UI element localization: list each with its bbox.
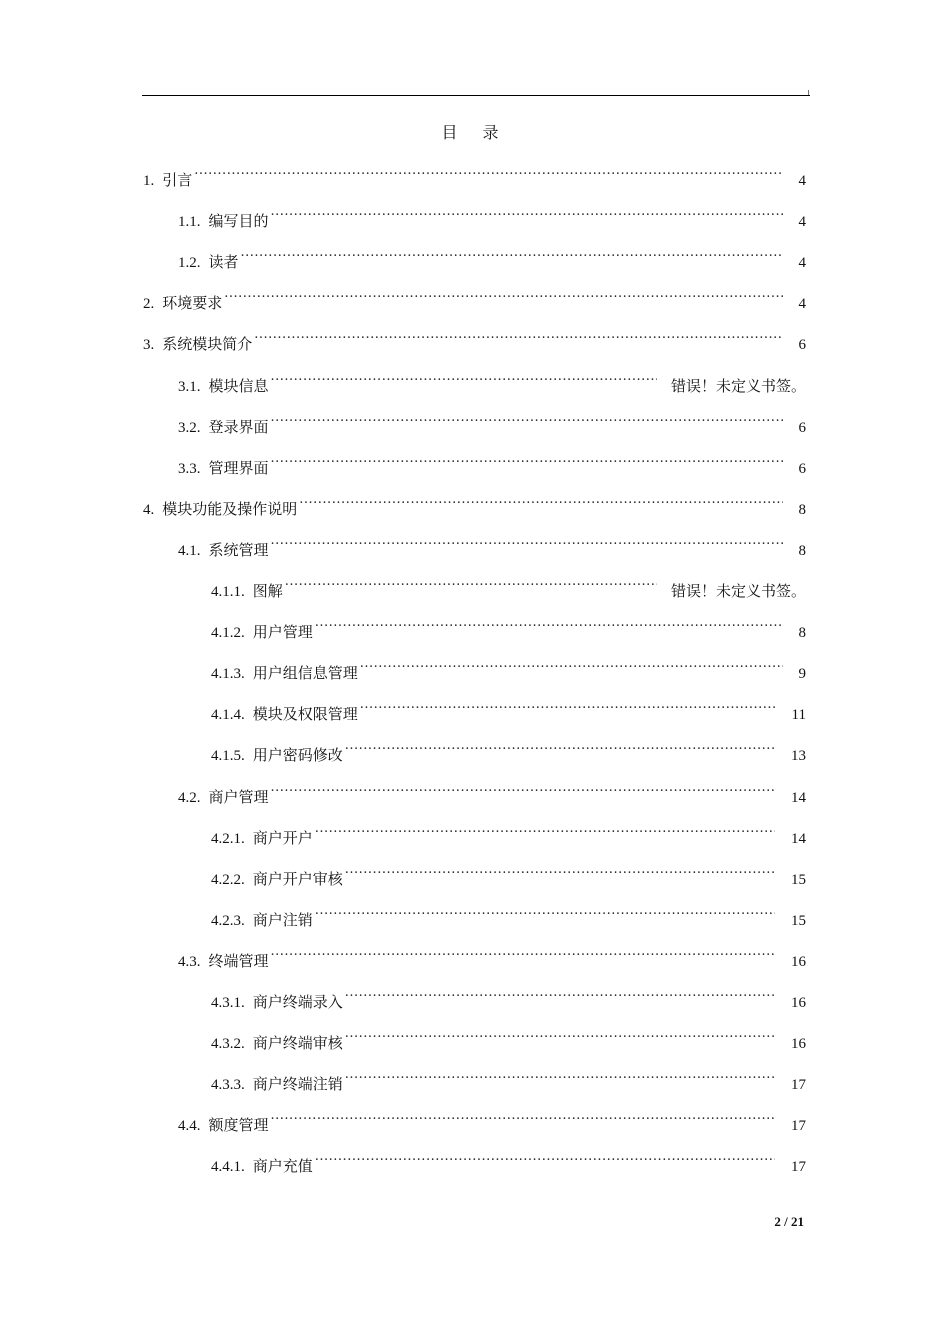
toc-entry[interactable] [211, 1061, 806, 1094]
toc-dot-leader [271, 363, 657, 391]
toc-entry-number: 4.2.2. [211, 871, 245, 888]
toc-entry[interactable] [211, 815, 806, 847]
toc-entry-label: 用户密码修改 [252, 746, 343, 765]
toc-dot-leader [345, 1020, 775, 1048]
toc-entry-label: 商户终端录入 [252, 993, 343, 1011]
toc-dot-leader [360, 650, 783, 678]
toc-entry-label: 系统管理 [208, 540, 269, 559]
toc-dot-leader [254, 321, 782, 349]
toc-dot-leader [345, 732, 775, 760]
toc-entry-page: 16 [791, 1036, 806, 1053]
toc-entry[interactable] [178, 239, 806, 272]
toc-entry[interactable] [178, 1102, 806, 1135]
toc-entry-number: 2. [143, 296, 155, 313]
toc-entry-label: 管理界面 [208, 458, 269, 477]
toc-dot-leader [315, 897, 775, 925]
toc-entry-page: 4 [798, 296, 806, 313]
toc-dot-leader [271, 198, 783, 226]
toc-dot-leader [345, 856, 775, 884]
toc-dot-leader [315, 815, 775, 843]
toc-entry-label: 用户组信息管理 [252, 664, 358, 683]
toc-entry-page: 6 [798, 419, 806, 436]
toc-entry-label: 商户开户 [252, 828, 313, 847]
toc-entry-label: 编写目的 [208, 212, 269, 231]
toc-entry-page: 8 [798, 542, 806, 559]
toc-dot-leader [315, 609, 783, 637]
toc-entry-label: 商户充值 [252, 1157, 313, 1176]
toc-dot-leader [271, 445, 783, 473]
toc-entry-number: 4.2.1. [211, 830, 245, 847]
toc-entry-number: 4.1.5. [211, 748, 245, 765]
toc-entry-page: 14 [791, 789, 806, 806]
header-rule [142, 95, 810, 96]
toc-entry[interactable] [178, 363, 806, 395]
toc-entry-page: 6 [798, 460, 806, 477]
toc-entry-number: 1.2. [178, 255, 201, 272]
toc-entry-number: 3.2. [178, 419, 201, 436]
toc-entry-page: 14 [791, 830, 806, 847]
toc-dot-leader [271, 404, 783, 432]
toc-entry-label: 模块及权限管理 [252, 705, 358, 724]
toc-entry-page: 4 [798, 173, 806, 189]
toc-entry-label: 登录界面 [208, 417, 269, 436]
toc-entry-page: 13 [791, 748, 806, 765]
toc-entry-number: 3.3. [178, 460, 201, 477]
toc-entry-number: 4.1.2. [211, 625, 245, 642]
toc-title: 目 录 [441, 123, 509, 142]
page-number: 2 / 21 [774, 1214, 804, 1229]
toc-entry-label: 读者 [208, 253, 239, 272]
toc-entry-page: 9 [798, 666, 806, 683]
toc-entry[interactable] [178, 445, 806, 477]
toc-entry-label: 终端管理 [208, 951, 269, 970]
toc-entry-label: 商户注销 [252, 910, 313, 929]
toc-entry-page: 16 [791, 995, 806, 1011]
toc-entry-label: 商户终端注销 [252, 1075, 343, 1094]
toc-entry-label: 环境要求 [162, 294, 223, 313]
toc-dot-leader [345, 1061, 775, 1089]
toc-dot-leader [271, 1102, 775, 1130]
toc-entry[interactable] [178, 404, 806, 436]
toc-entry-label: 系统模块简介 [162, 335, 253, 354]
toc-entry[interactable] [211, 856, 806, 888]
toc-entry[interactable] [211, 732, 806, 765]
toc-entry-number: 4.1.4. [211, 707, 245, 724]
toc-dot-leader [345, 979, 775, 1007]
toc-entry[interactable] [143, 321, 806, 354]
toc-entry-number: 4.4. [178, 1118, 201, 1135]
toc-entry-label: 模块功能及操作说明 [162, 499, 298, 518]
toc-entry[interactable] [211, 609, 806, 642]
toc-entry-number: 4.2. [178, 789, 201, 806]
toc-entry[interactable] [178, 198, 806, 231]
toc-entry-label: 用户管理 [252, 623, 313, 642]
toc-entry-page: 16 [791, 953, 806, 970]
toc-entry-number: 3. [143, 337, 155, 354]
toc-entry-label: 引言 [162, 171, 193, 189]
toc-entry-label: 图解 [252, 582, 283, 600]
toc-entry-number: 4. [143, 501, 155, 518]
toc-entry[interactable] [178, 527, 806, 559]
toc-entry-number: 4.2.3. [211, 912, 245, 929]
toc-entry-number: 4.3. [178, 953, 201, 970]
toc-entry-number: 4.3.3. [211, 1077, 245, 1094]
toc-entry[interactable] [178, 774, 806, 806]
toc-entry[interactable] [143, 486, 806, 518]
toc-entry-page: 15 [791, 871, 806, 888]
toc-dot-leader [360, 691, 776, 719]
toc-entry[interactable] [211, 568, 806, 600]
toc-entry[interactable] [211, 1143, 806, 1176]
toc-entry[interactable] [211, 979, 806, 1011]
toc-entry-number: 4.1. [178, 542, 201, 559]
toc-entry[interactable] [178, 938, 806, 970]
toc-entry-label: 商户开户审核 [252, 869, 343, 888]
header-rule-tick [808, 90, 809, 95]
toc-entry[interactable] [211, 897, 806, 929]
toc-dot-leader [271, 938, 775, 966]
toc-entry-number: 4.4.1. [211, 1159, 245, 1176]
toc-entry-number: 1.1. [178, 214, 201, 231]
toc-dot-leader [224, 280, 782, 308]
toc-entry[interactable] [143, 157, 806, 189]
toc-entry-number: 1. [143, 173, 155, 189]
toc-entry-page: 17 [791, 1159, 806, 1176]
toc-dot-leader [315, 1143, 775, 1171]
toc-entry[interactable] [143, 280, 806, 313]
toc-entry-page: 17 [791, 1118, 806, 1135]
toc-dot-leader [285, 568, 657, 596]
toc-entry-number: 4.3.2. [211, 1036, 245, 1053]
toc-entry-number: 4.1.3. [211, 666, 245, 683]
toc-entry-label: 商户管理 [208, 787, 269, 806]
toc-dot-leader [271, 774, 775, 802]
toc-dot-leader [241, 239, 783, 267]
toc-entry[interactable] [211, 650, 806, 683]
toc-entry-page: 17 [791, 1077, 806, 1094]
toc-dot-leader [271, 527, 783, 555]
toc-entry-label: 额度管理 [208, 1116, 269, 1135]
toc-entry-label: 模块信息 [208, 376, 269, 395]
toc-entry-page: 15 [791, 912, 806, 929]
toc-entry-page: 4 [798, 214, 806, 231]
toc-entry-page: 错误！未定义书签。 [670, 376, 806, 395]
toc-entry-page: 11 [791, 707, 806, 724]
toc-entry[interactable] [211, 691, 806, 724]
toc-entry-label: 商户终端审核 [252, 1034, 343, 1053]
toc-entry-page: 4 [798, 255, 806, 272]
toc-entry-page: 8 [798, 501, 806, 518]
toc-entry-number: 4.3.1. [211, 995, 245, 1011]
toc-entry-page: 6 [798, 337, 806, 354]
toc-entry-page: 8 [798, 625, 806, 642]
toc-dot-leader [299, 486, 782, 514]
toc-entry[interactable] [211, 1020, 806, 1053]
toc-entry-page: 错误！未定义书签。 [670, 582, 806, 600]
toc-entry-number: 4.1.1. [211, 584, 245, 600]
toc-entry-number: 3.1. [178, 378, 201, 395]
toc-dot-leader [194, 157, 782, 185]
